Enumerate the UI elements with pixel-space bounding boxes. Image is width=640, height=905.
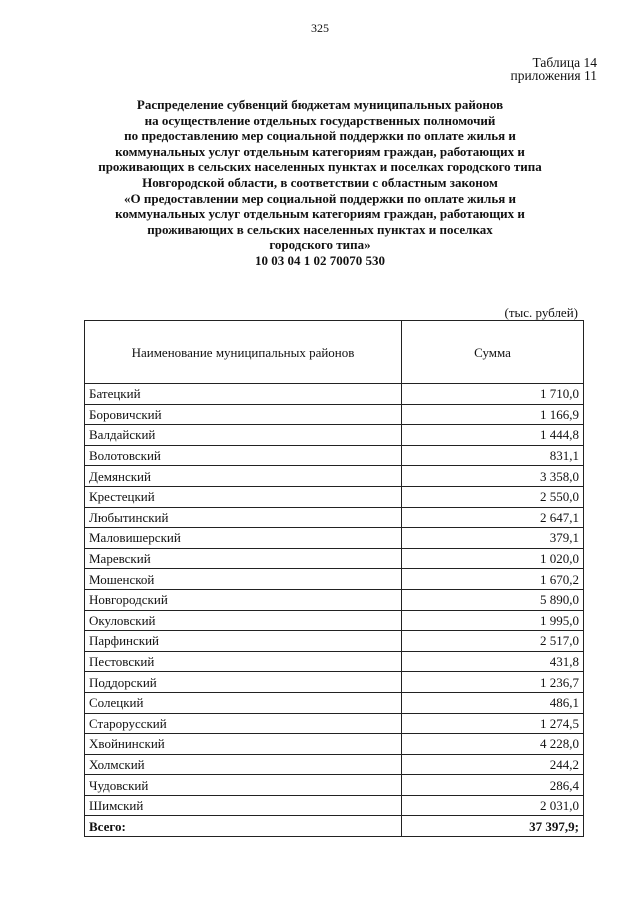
- table-row: [85, 528, 584, 549]
- district-name: Крестецкий: [85, 486, 402, 507]
- district-name: Мошенской: [85, 569, 402, 590]
- district-name: Валдайский: [85, 425, 402, 446]
- table-row: [85, 734, 584, 755]
- title-line: проживающих в сельских населенных пунктах и поселках: [147, 221, 493, 237]
- title-line: Новгородской области, в соответствии с областным законом: [142, 174, 498, 190]
- subvention-amount: 286,4: [402, 775, 584, 796]
- subvention-amount: 431,8: [402, 651, 584, 672]
- table-row: [85, 384, 584, 405]
- subvention-amount: 1 670,2: [402, 569, 584, 590]
- subvention-amount: 2 647,1: [402, 507, 584, 528]
- district-name: Новгородский: [85, 589, 402, 610]
- subvention-amount: 1 236,7: [402, 672, 584, 693]
- page-number: 325: [311, 21, 329, 35]
- total-row: [85, 816, 584, 837]
- table-row: [85, 795, 584, 816]
- title-line: на осуществление отдельных государственных полномочий: [144, 112, 496, 128]
- table-row: [85, 631, 584, 652]
- table-row: [85, 486, 584, 507]
- district-name: Парфинский: [85, 631, 402, 652]
- table-row: [85, 507, 584, 528]
- subvention-table: [84, 320, 584, 837]
- total-amount: 37 397,9;: [402, 816, 584, 837]
- document-title: [72, 97, 568, 269]
- subvention-amount: 486,1: [402, 692, 584, 713]
- subvention-amount: 1 274,5: [402, 713, 584, 734]
- subvention-amount: 831,1: [402, 445, 584, 466]
- table-row: [85, 466, 584, 487]
- table-row: [85, 404, 584, 425]
- subvention-amount: 4 228,0: [402, 734, 584, 755]
- subvention-amount: 1 020,0: [402, 548, 584, 569]
- column-header-amount: Сумма: [402, 321, 584, 384]
- subvention-amount: 379,1: [402, 528, 584, 549]
- subvention-amount: 2 031,0: [402, 795, 584, 816]
- title-line: коммунальных услуг отдельным категориям граждан, работающих и: [115, 206, 525, 222]
- table-row: [85, 775, 584, 796]
- district-name: Шимский: [85, 795, 402, 816]
- district-name: Холмский: [85, 754, 402, 775]
- district-name: Демянский: [85, 466, 402, 487]
- table-header-row: [85, 321, 584, 384]
- table-row: [85, 610, 584, 631]
- subvention-amount: 1 166,9: [402, 404, 584, 425]
- district-name: Маловишерский: [85, 528, 402, 549]
- table-row: [85, 589, 584, 610]
- title-line: городского типа»: [269, 237, 371, 253]
- table-row: [85, 569, 584, 590]
- title-line: Распределение субвенций бюджетам муниципальных районов: [136, 97, 504, 112]
- table-row: [85, 754, 584, 775]
- table-row: [85, 692, 584, 713]
- district-name: Чудовский: [85, 775, 402, 796]
- subvention-amount: 5 890,0: [402, 589, 584, 610]
- total-label: Всего:: [85, 816, 402, 837]
- district-name: Пестовский: [85, 651, 402, 672]
- district-name: Маревский: [85, 548, 402, 569]
- title-line: «О предоставлении мер социальной поддержки по оплате жилья и: [124, 190, 516, 206]
- units-label: (тыс. рублей): [504, 305, 578, 320]
- table-reference: [510, 56, 597, 82]
- appendix-number: приложения 11: [510, 68, 597, 83]
- table-number: Таблица 14: [532, 55, 597, 70]
- district-name: Любытинский: [85, 507, 402, 528]
- table-row: [85, 713, 584, 734]
- district-name: Батецкий: [85, 384, 402, 405]
- column-header-district: Наименование муниципальных районов: [85, 321, 402, 384]
- subvention-amount: 1 444,8: [402, 425, 584, 446]
- district-name: Волотовский: [85, 445, 402, 466]
- subvention-amount: 2 550,0: [402, 486, 584, 507]
- title-line: проживающих в сельских населенных пунктах и поселках городского типа: [98, 159, 542, 175]
- title-line: по предоставлению мер социальной поддержки по оплате жилья и: [124, 128, 516, 144]
- district-name: Хвойнинский: [85, 734, 402, 755]
- district-name: Старорусский: [85, 713, 402, 734]
- subvention-amount: 2 517,0: [402, 631, 584, 652]
- subvention-amount: 3 358,0: [402, 466, 584, 487]
- district-name: Поддорский: [85, 672, 402, 693]
- district-name: Боровичский: [85, 404, 402, 425]
- district-name: Солецкий: [85, 692, 402, 713]
- title-line: коммунальных услуг отдельным категориям граждан, работающих и: [115, 143, 525, 159]
- table-row: [85, 548, 584, 569]
- subvention-amount: 1 710,0: [402, 384, 584, 405]
- subvention-amount: 1 995,0: [402, 610, 584, 631]
- table-row: [85, 651, 584, 672]
- table-row: [85, 445, 584, 466]
- table-row: [85, 672, 584, 693]
- table-row: [85, 425, 584, 446]
- district-name: Окуловский: [85, 610, 402, 631]
- budget-classification-code: 10 03 04 1 02 70070 530: [255, 252, 385, 268]
- subvention-amount: 244,2: [402, 754, 584, 775]
